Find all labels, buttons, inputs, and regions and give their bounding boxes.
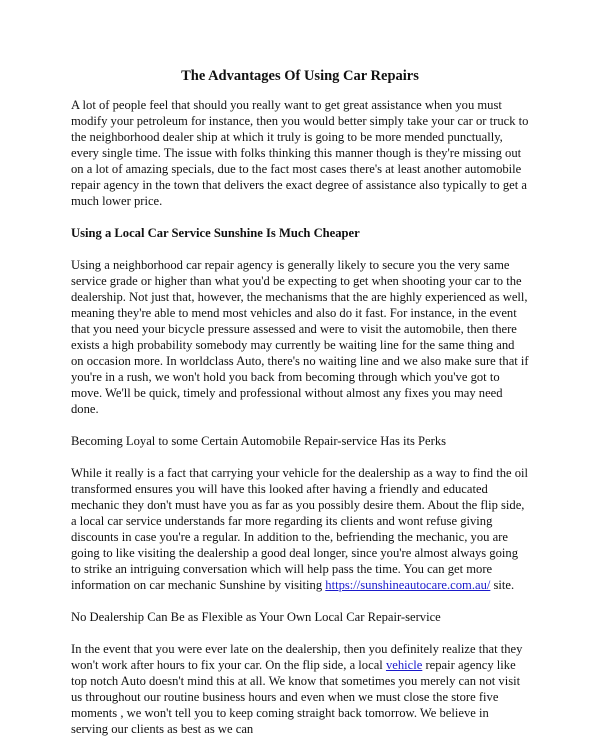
- section-body-flexible-tail: repair agency like top notch Auto doesn't mind this at all. We know that sometimes you merely can not visit us throughout our routine business hours and even when we must close the store five moments , we won't tell you to keep coming straight back tomorrow. We believe in serving our clients as best as we can: [71, 658, 521, 736]
- section-body-local-service: Using a neighborhood car repair agency is generally likely to secure you the very same service grade or higher than what you'd be expecting to get when shooting your car to the dealership. Not just that, however, the mechanisms that the are highly experienced as well, meaning they're able to mend most vehicles and also do it fast. For instance, in the event that you need your bicycle pressure assessed and were to visit the automobile, then there exists a high probability somebody may currently be waiting line for the same thing and on occasion more. In worldclass Auto, there's no waiting line and we also make sure that if you're in a rush, we won't hold you back from becoming through which you've got to move. We'll be quick, timely and professional without almost any fixes you may need done.: [71, 258, 529, 416]
- section-body-loyal-text: While it really is a fact that carrying your vehicle for the dealership as a way to find the oil transformed ensures you will have this looked after having a friendly and educated mechanic they don't must have you as far as you possibly desire them. About the flip side, a local car service understands far more regarding its clients and wont refuse giving discounts in case you're a regular. In addition to the, befriending the mechanic, you are going to like visiting the dealership a good deal longer, since you're almost always going to strike an intriguing conversation which will help pass the time. You can get more information on car mechanic Sunshine by visiting: [71, 466, 529, 592]
- sunshine-autocare-link[interactable]: https://sunshineautocare.com.au/: [325, 578, 491, 592]
- section-heading-flexible: No Dealership Can Be as Flexible as Your Own Local Car Repair-service: [71, 610, 441, 624]
- vehicle-link[interactable]: vehicle: [385, 658, 423, 672]
- section-body-flexible: [71, 641, 529, 737]
- section-body-flexible-text: In the event that you were ever late on the dealership, then you definitely realize that they won't work after hours to fix your car. On the flip side, a local: [71, 642, 523, 672]
- section-heading-loyal: Becoming Loyal to some Certain Automobile Repair-service Has its Perks: [71, 434, 447, 448]
- section-heading-local-service: Using a Local Car Service Sunshine Is Much Cheaper: [71, 226, 360, 240]
- section-body-loyal: [71, 465, 529, 593]
- section-body-loyal-tail: site.: [490, 578, 515, 592]
- document-page: [71, 68, 529, 753]
- document-title: The Advantages Of Using Car Repairs: [181, 68, 419, 84]
- intro-paragraph: A lot of people feel that should you really want to get great assistance when you must modify your petroleum for instance, then you would better simply take your car or truck to the neighborhood dealer ship at which it truly is going to be more mended punctually, every single time. The issue with folks thinking this manner though is they're missing out on a lot of amazing specials, due to the fact most cases there's at least another automobile repair agency in the town that delivers the exact degree of assistance also typically to get a much lower price.: [71, 98, 529, 208]
